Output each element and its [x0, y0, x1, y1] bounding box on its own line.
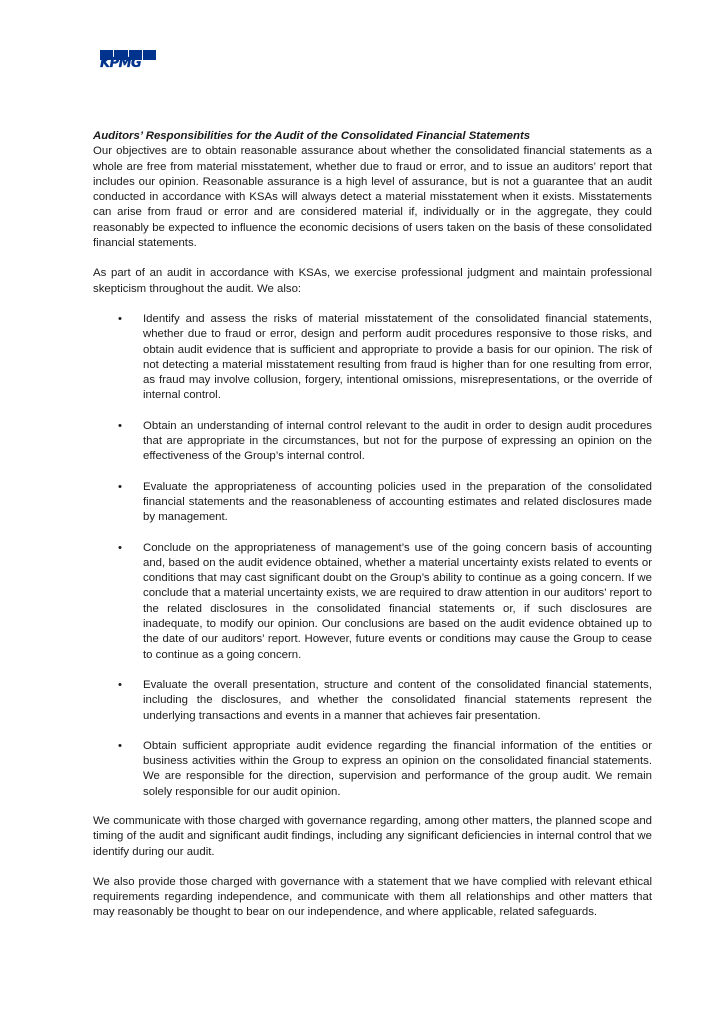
- list-item: [93, 312, 652, 404]
- lead-paragraph: As part of an audit in accordance with KSAs, we exercise professional judgment and maintain professional skepticism throughout the audit. We also:: [93, 267, 652, 295]
- kpmg-logo: [100, 50, 157, 72]
- responsibilities-list: [93, 312, 652, 800]
- bullet-marker: •: [118, 480, 122, 493]
- list-item: [93, 739, 652, 800]
- list-item: [93, 541, 652, 663]
- list-item: [93, 678, 652, 724]
- list-item: [93, 480, 652, 526]
- closing-paragraph-governance: We communicate with those charged with governance regarding, among other matters, the planned scope and timing of the audit and significant audit findings, including any significant deficiencies in internal control that we identify during our audit.: [93, 814, 652, 858]
- bullet-marker: •: [118, 312, 122, 325]
- list-item-text: Identify and assess the risks of material misstatement of the consolidated financial statements, whether due to fraud or error, design and perform audit procedures responsive to those risks, and obtain audit evidence that is sufficient and appropriate to provide a basis for our opinion. The risk of not detecting a material misstatement resulting from fraud is higher than for one resulting from error, as fraud may involve collusion, forgery, intentional omissions, misrepresentations, or the override of internal control.: [143, 312, 652, 402]
- bullet-marker: •: [118, 419, 122, 432]
- bullet-marker: •: [118, 678, 122, 691]
- bullet-marker: •: [118, 739, 122, 752]
- bullet-marker: •: [118, 541, 122, 554]
- list-item-text: Obtain sufficient appropriate audit evidence regarding the financial information of the entities or business activities within the Group to express an opinion on the consolidated financial statements. We are responsible for the direction, supervision and performance of the group audit. We remain solely responsible for our audit opinion.: [143, 739, 652, 798]
- report-section: [93, 129, 652, 921]
- list-item-text: Evaluate the appropriateness of accounting policies used in the preparation of the consolidated financial statements and the reasonableness of accounting estimates and related disclosures made by management.: [143, 480, 652, 524]
- list-item-text: Evaluate the overall presentation, structure and content of the consolidated financial statements, including the disclosures, and whether the consolidated financial statements represent the underlying transactions and events in a manner that achieves fair presentation.: [143, 678, 652, 722]
- list-item: [93, 419, 652, 465]
- closing-paragraph-independence: We also provide those charged with governance with a statement that we have complied with relevant ethical requirements regarding independence, and communicate with them all relationships and other matters that may reasonably be thought to bear on our independence, and where applicable, related safeguards.: [93, 875, 652, 919]
- intro-paragraph: Our objectives are to obtain reasonable assurance about whether the consolidated financial statements as a whole are free from material misstatement, whether due to fraud or error, and to issue an auditors’ report that includes our opinion. Reasonable assurance is a high level of assurance, but is not a guarantee that an audit conducted in accordance with KSAs will always detect a material misstatement when it exists. Misstatements can arise from fraud or error and are considered material if, individually or in the aggregate, they could reasonably be expected to influence the economic decisions of users taken on the basis of these consolidated financial statements.: [93, 145, 652, 250]
- list-item-text: Conclude on the appropriateness of management’s use of the going concern basis of accounting and, based on the audit evidence obtained, whether a material uncertainty exists related to events or conditions that may cast significant doubt on the Group’s ability to continue as a going concern. If we conclude that a material uncertainty exists, we are required to draw attention in our auditors’ report to the related disclosures in the consolidated financial statements or, if such disclosures are inadequate, to modify our opinion. Our conclusions are based on the audit evidence obtained up to the date of our auditors’ report. However, future events or conditions may cause the Group to cease to continue as a going concern.: [143, 541, 652, 661]
- section-heading: Auditors’ Responsibilities for the Audit of the Consolidated Financial Statements: [93, 130, 531, 142]
- list-item-text: Obtain an understanding of internal control relevant to the audit in order to design audit procedures that are appropriate in the circumstances, but not for the purpose of expressing an opinion on the effectiveness of the Group’s internal control.: [143, 419, 652, 463]
- kpmg-logo-text: KPMG: [100, 56, 142, 71]
